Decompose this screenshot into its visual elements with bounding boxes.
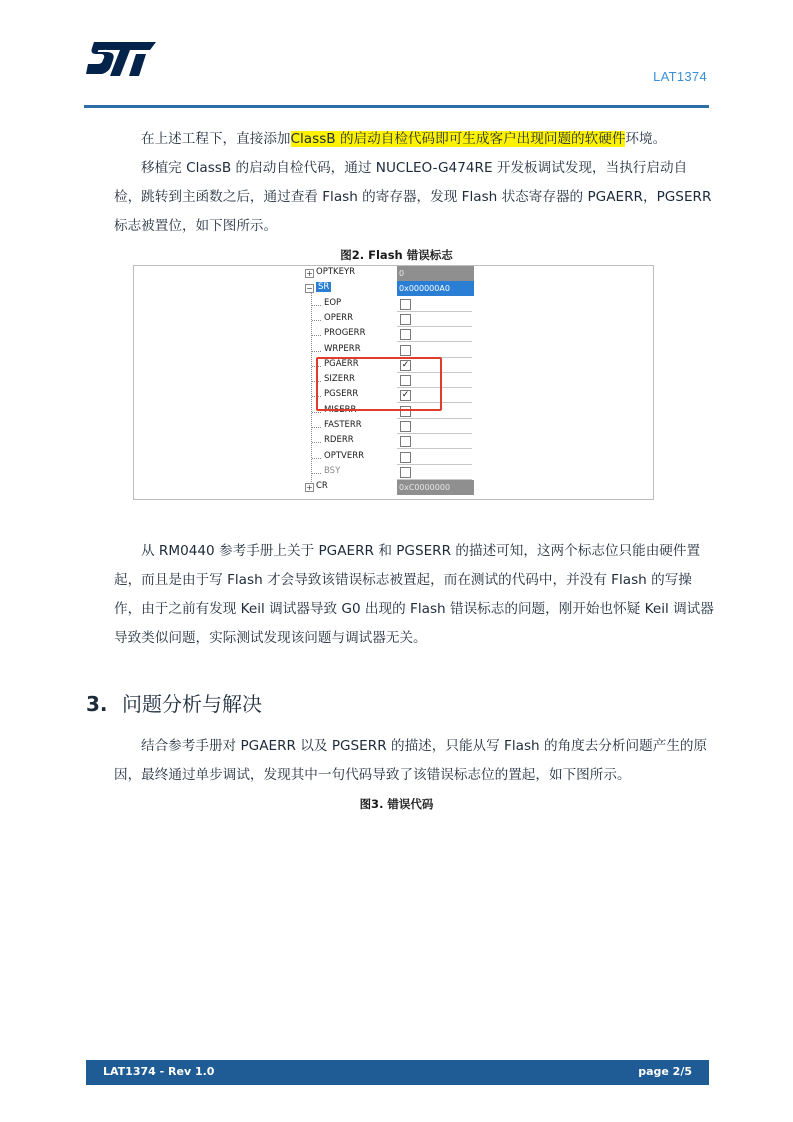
tree-branch-line bbox=[312, 351, 321, 353]
register-name: FASTERR bbox=[324, 420, 362, 430]
intro-para2-text: 移植完 ClassB 的启动自检代码，通过 NUCLEO-G474RE 开发板调试发现，当执行启动自检，跳转到主函数之后，通过查看 Flash 的寄存器，发现 Flash 状态寄存器的 PGAERR，PGSERR 标志被置位，如下图所示。 bbox=[114, 160, 712, 234]
checkbox-icon[interactable] bbox=[400, 299, 411, 310]
register-name: CR bbox=[316, 481, 328, 492]
tree-branch-line bbox=[312, 412, 321, 414]
tree-branch-line bbox=[312, 320, 321, 322]
error-flags-highlight-box bbox=[316, 357, 442, 411]
register-name: WRPERR bbox=[324, 343, 361, 354]
register-row-wrperr[interactable] bbox=[297, 343, 472, 358]
checkbox-icon[interactable] bbox=[400, 329, 411, 340]
register-name: BSY bbox=[324, 465, 341, 476]
checkbox-icon[interactable] bbox=[400, 452, 411, 463]
st-logo-icon bbox=[86, 40, 158, 78]
intro-line1-pre: 在上述工程下，直接添加 bbox=[141, 131, 291, 147]
highlighted-text: ClassB 的启动自检代码即可生成客户出现问题的软硬件 bbox=[290, 131, 626, 147]
register-name: EOP bbox=[324, 297, 342, 308]
register-row-progerr[interactable] bbox=[297, 327, 472, 342]
tree-branch-line bbox=[312, 305, 321, 307]
section3-body: 结合参考手册对 PGAERR 以及 PGSERR 的描述，只能从写 Flash 的角度去分析问题产生的原因，最终通过单步调试，发现其中一句代码导致了该错误标志位的置起，如下图所示。 bbox=[114, 738, 708, 783]
register-row-eop[interactable] bbox=[297, 297, 472, 312]
register-row-cr[interactable] bbox=[297, 480, 472, 495]
expand-icon[interactable]: + bbox=[306, 483, 313, 493]
checkbox-icon[interactable] bbox=[400, 314, 411, 325]
register-name: MISERR bbox=[324, 404, 357, 415]
checkbox-icon[interactable] bbox=[400, 345, 411, 356]
register-name: PGAERR bbox=[324, 358, 359, 369]
checkbox-icon[interactable] bbox=[400, 467, 411, 478]
document-id: LAT1374 bbox=[653, 69, 707, 84]
register-name: OPERR bbox=[324, 312, 353, 323]
section-number: 3. bbox=[86, 692, 108, 716]
figure2-register-view bbox=[133, 265, 654, 500]
page-footer bbox=[86, 1060, 709, 1085]
tree-branch-line bbox=[312, 427, 321, 429]
checkbox-checked-icon[interactable]: ✓ bbox=[401, 390, 410, 401]
collapse-icon[interactable]: − bbox=[306, 284, 313, 294]
register-row-operr[interactable] bbox=[297, 312, 472, 327]
register-row-optkeyr[interactable] bbox=[297, 266, 472, 281]
analysis-paragraph bbox=[114, 537, 714, 653]
figure2-caption: 图2. Flash 错误标志 bbox=[340, 248, 453, 262]
footer-page-number: page 2/5 bbox=[638, 1065, 692, 1078]
register-value: 0 bbox=[397, 266, 474, 281]
tree-branch-line bbox=[312, 335, 321, 337]
checkbox-icon[interactable] bbox=[400, 421, 411, 432]
register-name: RDERR bbox=[324, 435, 354, 446]
register-row-fasterr[interactable] bbox=[297, 419, 472, 434]
header-rule bbox=[84, 105, 709, 108]
register-name: PROGERR bbox=[324, 328, 366, 339]
section-title: 问题分析与解决 bbox=[122, 692, 262, 716]
tree-branch-line bbox=[312, 442, 321, 444]
tree-branch-line bbox=[312, 458, 321, 460]
intro-paragraph-1 bbox=[114, 125, 714, 154]
register-name: OPTVERR bbox=[324, 450, 365, 461]
section-heading bbox=[86, 688, 262, 717]
checkbox-icon[interactable] bbox=[400, 436, 411, 447]
footer-doc-rev: LAT1374 - Rev 1.0 bbox=[103, 1065, 215, 1078]
section3-paragraph bbox=[114, 732, 714, 790]
checkbox-checked-icon[interactable]: ✓ bbox=[401, 359, 410, 370]
register-name: SR bbox=[318, 282, 330, 293]
register-row-bsy[interactable] bbox=[297, 465, 472, 480]
register-name: OPTKEYR bbox=[316, 267, 356, 277]
analysis-text: 从 RM0440 参考手册上关于 PGAERR 和 PGSERR 的描述可知，这两个标志位只能由硬件置起，而且是由于写 Flash 才会导致该错误标志被置起，而在测试的代码中，并没有 Flash 的写操作，由于之前有发现 Keil 调试器导致 G0 出现的 Flash 错误标志的问题，刚开始也怀疑 Keil 调试器导致类似问题，实际测试发现该问题与调试器无关。 bbox=[114, 543, 714, 646]
expand-icon[interactable]: + bbox=[306, 269, 313, 278]
tree-branch-line bbox=[312, 473, 321, 475]
register-row-sr[interactable] bbox=[297, 281, 472, 296]
register-row-rderr[interactable] bbox=[297, 434, 472, 449]
figure3-caption: 图3. 错误代码 bbox=[359, 797, 434, 811]
intro-paragraph-2 bbox=[114, 154, 714, 241]
register-name: PGSERR bbox=[324, 389, 359, 400]
register-value: 0x000000A0 bbox=[397, 281, 474, 296]
register-name: SIZERR bbox=[324, 374, 355, 385]
intro-line1-post: 环境。 bbox=[625, 131, 667, 147]
register-value: 0xC0000000 bbox=[397, 480, 474, 495]
register-row-optverr[interactable] bbox=[297, 450, 472, 465]
